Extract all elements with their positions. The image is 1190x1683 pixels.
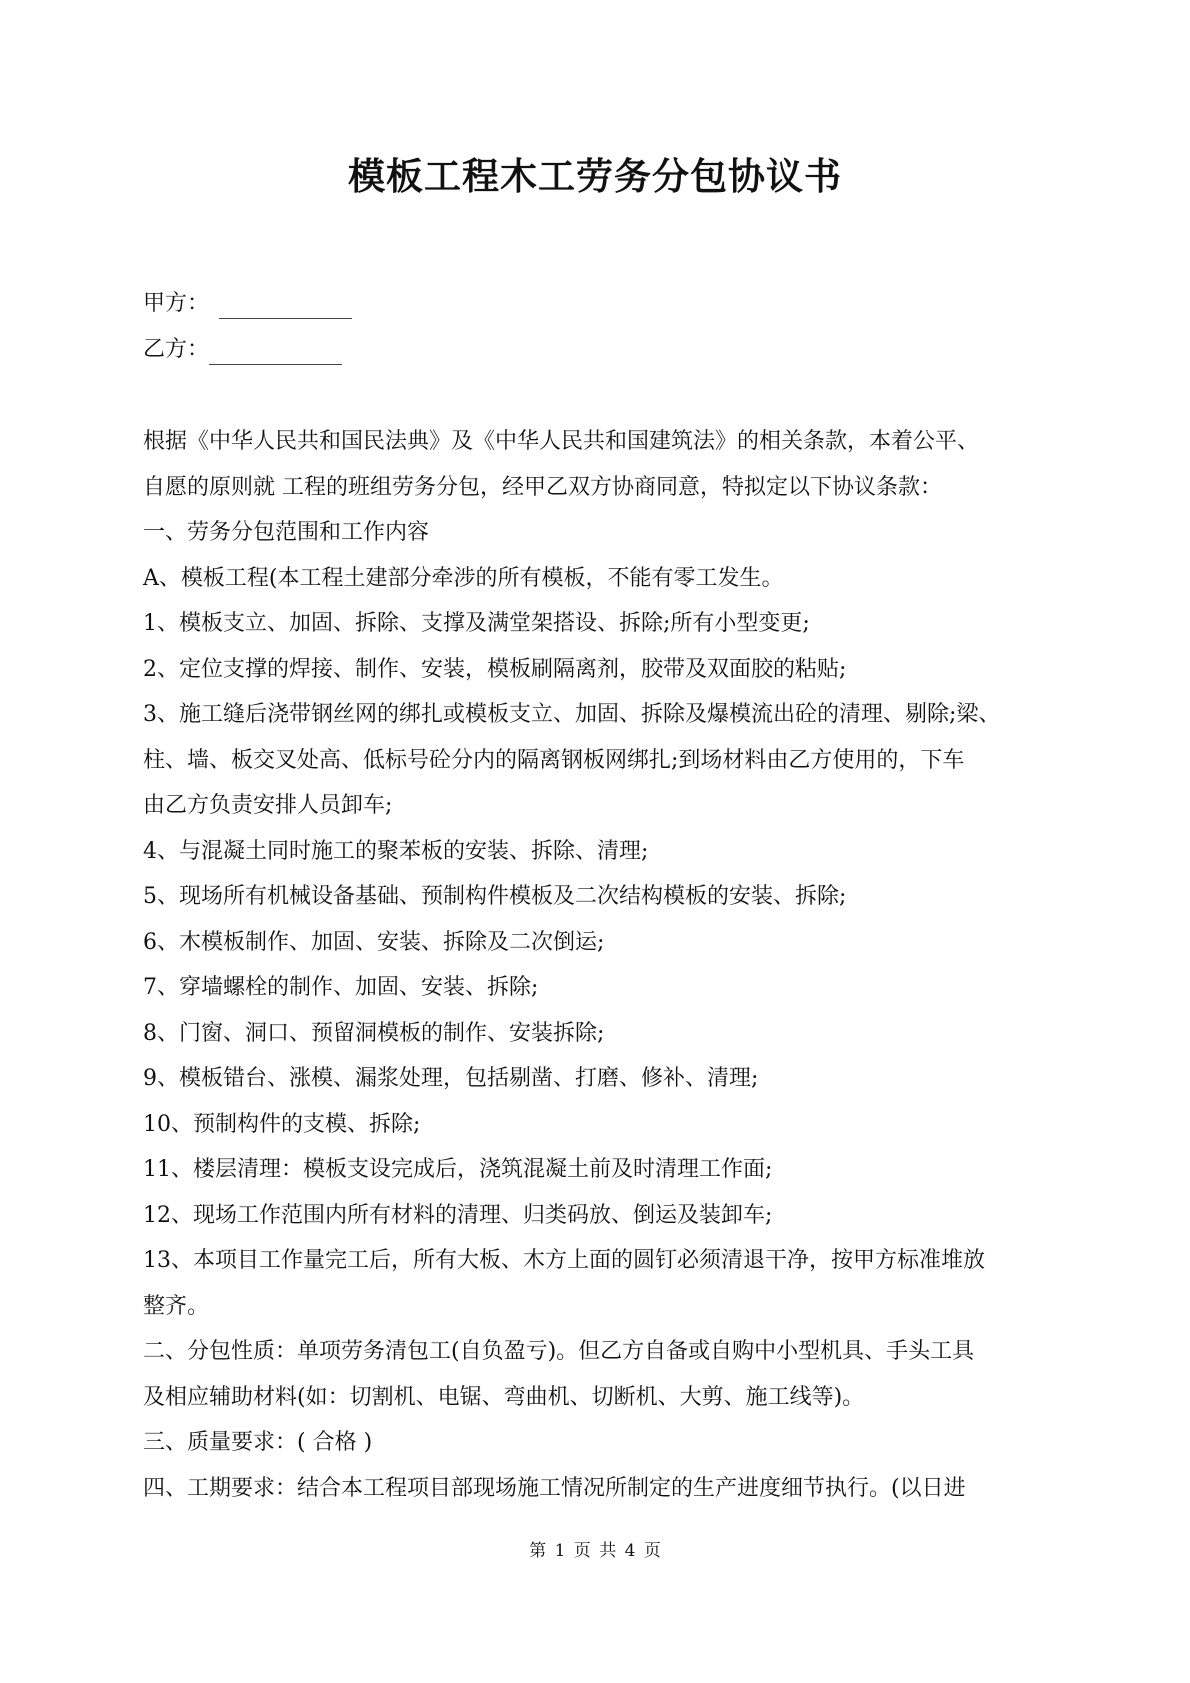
list-item: 9、模板错台、涨模、漏浆处理，包括剔凿、打磨、修补、清理; [143, 1066, 759, 1091]
list-item: 13、本项目工作量完工后，所有大板、木方上面的圆钉必须清退干净，按甲方标准堆放 [143, 1248, 985, 1273]
party-a-line [143, 281, 352, 327]
list-item: 2、定位支撑的焊接、制作、安装，模板刷隔离剂，胶带及双面胶的粘贴; [143, 656, 847, 682]
section-heading: 一、劳务分包范围和工作内容 [143, 520, 430, 545]
party-a-label: 甲方： [143, 291, 210, 316]
party-b-line [143, 327, 342, 373]
list-item: 3、施工缝后浇带钢丝网的绑扎或模板支立、加固、拆除及爆模流出砼的清理、剔除;梁、 [143, 702, 1001, 727]
text-line: 由乙方负责安排人员卸车; [143, 793, 393, 818]
list-item: 5、现场所有机械设备基础、预制构件模板及二次结构模板的安装、拆除; [143, 884, 847, 909]
section-heading: 二、分包性质：单项劳务清包工(自负盈亏)。但乙方自备或自购中小型机具、手头工具 [143, 1339, 975, 1364]
agreement-body [143, 419, 1063, 1511]
list-item: 10、预制构件的支模、拆除; [143, 1111, 421, 1137]
list-item: 6、木模板制作、加固、安装、拆除及二次倒运; [143, 929, 605, 955]
page-footer: 第 1 页 共 4 页 [529, 1541, 661, 1561]
list-item: 11、楼层清理：模板支设完成后，浇筑混凝土前及时清理工作面; [143, 1157, 773, 1182]
list-item: 1、模板支立、加固、拆除、支撑及满堂架搭设、拆除;所有小型变更; [143, 611, 810, 636]
page-title: 模板工程木工劳务分包协议书 [348, 154, 842, 198]
section-heading: 三、质量要求：( 合格 ) [143, 1430, 373, 1455]
list-item: 12、现场工作范围内所有材料的清理、归类码放、倒运及装卸车; [143, 1202, 773, 1228]
list-item: 8、门窗、洞口、预留洞模板的制作、安装拆除; [143, 1020, 605, 1046]
list-item: 7、穿墙螺栓的制作、加固、安装、拆除; [143, 975, 539, 1000]
list-item: 4、与混凝土同时施工的聚苯板的安装、拆除、清理; [143, 838, 649, 864]
text-line: 整齐。 [143, 1293, 210, 1319]
section-heading: 四、工期要求：结合本工程项目部现场施工情况所制定的生产进度细节执行。(以日进 [143, 1475, 966, 1501]
text-line: 柱、墙、板交叉处高、低标号砼分内的隔离钢板网绑扎;到场材料由乙方使用的，下车 [143, 747, 965, 773]
party-b-blank [209, 336, 342, 365]
text-line: 根据《中华人民共和国民法典》及《中华人民共和国建筑法》的相关条款，本着公平、 [143, 429, 980, 454]
party-b-label: 乙方： [143, 337, 210, 362]
text-line: 及相应辅助材料(如：切割机、电锯、弯曲机、切断机、大剪、施工线等)。 [143, 1384, 865, 1410]
text-line: A、模板工程(本工程土建部分牵涉的所有模板，不能有零工发生。 [143, 565, 784, 591]
text-line: 自愿的原则就 工程的班组劳务分包，经甲乙双方协商同意，特拟定以下协议条款： [143, 474, 942, 500]
party-a-blank [219, 290, 352, 319]
